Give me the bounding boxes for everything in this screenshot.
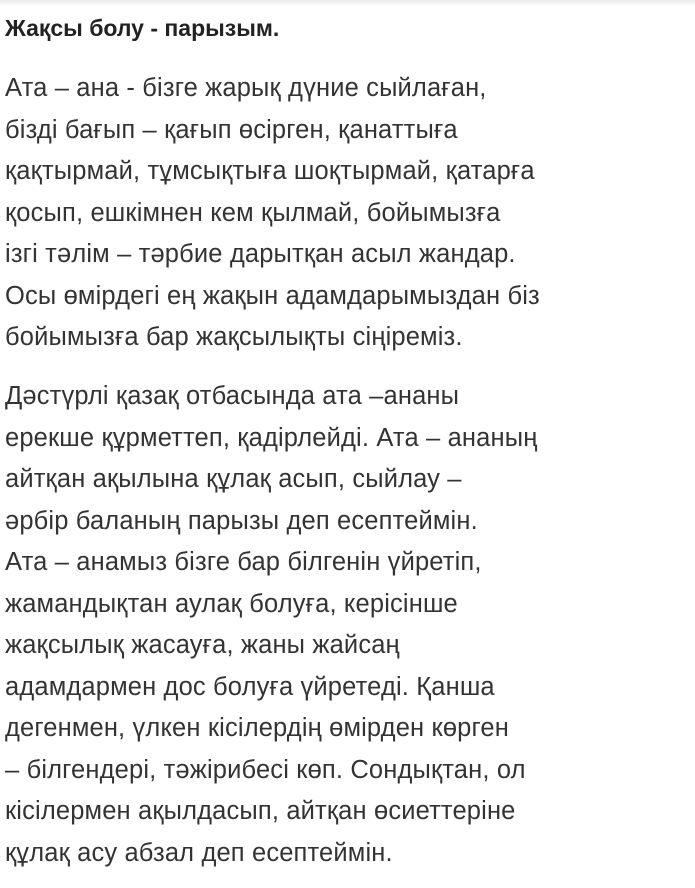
text-line: бізді бағып – қағып өсірген, қанаттыға — [5, 115, 458, 144]
document-title: Жақсы болу - парызым. — [5, 15, 280, 41]
text-line: дегенмен, үлкен кісілердің өмірден көрген — [5, 714, 509, 742]
text-line: қосып, ешкімнен кем қылмай, бойымызға — [5, 198, 501, 227]
text-line: Дәстүрлі қазақ отбасында ата –ананы — [5, 382, 460, 410]
top-edge-shadow — [0, 0, 695, 6]
text-line: бойымызға бар жақсылықты сіңіреміз. — [5, 323, 463, 351]
text-line: ізгі тәлім – тәрбие дарытқан асыл жандар. — [5, 240, 516, 268]
paragraph-2 — [5, 376, 537, 874]
text-line: кісілермен ақылдасып, айтқан өсиеттеріне — [5, 797, 516, 825]
text-line: әрбір баланың парызы деп есептеймін. — [5, 506, 478, 535]
paragraph-1 — [5, 68, 540, 359]
text-line: құлақ асу абзал деп есептеймін. — [5, 838, 393, 867]
text-line: – білгендері, тәжірибесі көп. Сондықтан, ол — [5, 755, 526, 784]
text-line: Осы өмірдегі ең жақын адамдарымыздан біз — [5, 281, 540, 310]
text-line: адамдармен дос болуға үйретеді. Қанша — [5, 672, 495, 701]
text-line: ерекше құрметтеп, қадірлейді. Ата – ананың — [5, 423, 538, 452]
text-line: Ата – анамыз бізге бар білгенін үйретіп, — [5, 548, 482, 576]
text-line: жамандықтан аулақ болуға, керісінше — [5, 589, 458, 618]
text-line: Ата – ана - бізге жарық дүние сыйлаған, — [5, 74, 487, 102]
text-line: айтқан ақылына құлақ асып, сыйлау – — [5, 465, 462, 493]
text-line: қақтырмай, тұмсықтыға шоқтырмай, қатарға — [5, 157, 535, 185]
text-line: жақсылық жасауға, жаны жайсаң — [5, 631, 400, 659]
